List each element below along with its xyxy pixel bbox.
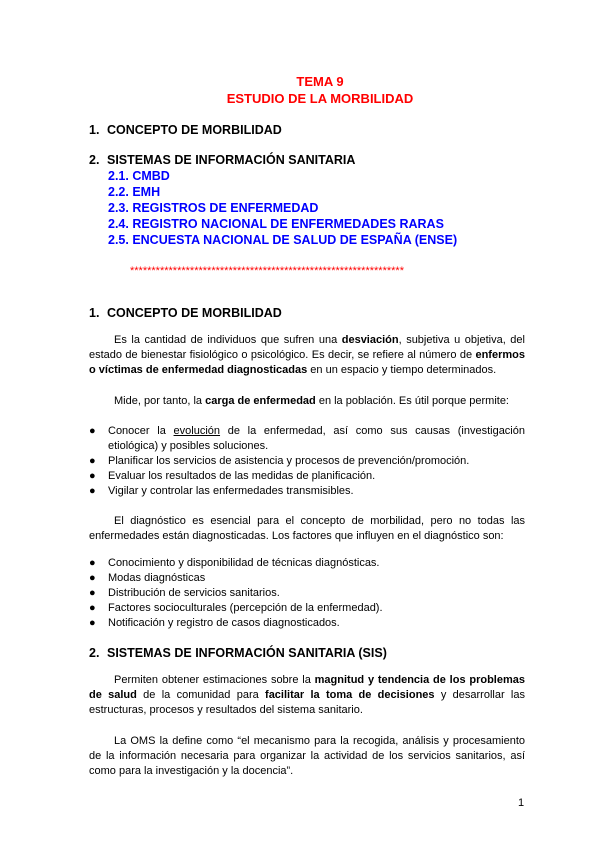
list-item bbox=[89, 586, 525, 601]
bullet-icon: ● bbox=[89, 485, 96, 497]
section-number: 1. bbox=[89, 306, 100, 320]
bullet-icon: ● bbox=[89, 617, 96, 629]
list-item-text: Vigilar y controlar las enfermedades transmisibles. bbox=[108, 485, 354, 497]
text-run: Conocer la bbox=[108, 425, 174, 437]
list-item-text: Notificación y registro de casos diagnosticados. bbox=[108, 617, 340, 629]
document-title-topic: TEMA 9 bbox=[296, 74, 344, 89]
section-title: SISTEMAS DE INFORMACIÓN SANITARIA (SIS) bbox=[107, 646, 387, 660]
toc-subitem-registros: 2.3. REGISTROS DE ENFERMEDAD bbox=[108, 201, 319, 215]
text-run: Permiten obtener estimaciones sobre la bbox=[114, 674, 315, 686]
toc-item-2 bbox=[89, 153, 355, 167]
toc-item-label: CONCEPTO DE MORBILIDAD bbox=[107, 123, 282, 137]
list-item bbox=[89, 484, 525, 499]
toc-subitem-ense: 2.5. ENCUESTA NACIONAL DE SALUD DE ESPAÑA (ENSE) bbox=[108, 233, 458, 247]
section-2-heading bbox=[89, 646, 387, 660]
text-run: Mide, por tanto, la bbox=[114, 395, 206, 407]
text-run: , subjetiva u objetiva, del estado de bienestar fisiológico o psicológico. Es decir, se refiere al número de bbox=[89, 334, 525, 361]
list-item bbox=[89, 469, 525, 484]
bullet-icon: ● bbox=[89, 425, 96, 437]
paragraph-carga bbox=[89, 394, 525, 409]
text-run: de la enfermedad, así como sus causas (investigación etiológica) y posibles soluciones. bbox=[108, 425, 525, 452]
toc-item-1 bbox=[89, 123, 282, 137]
list-item-text: Evaluar los resultados de las medidas de planificación. bbox=[108, 470, 376, 482]
toc-item-label: SISTEMAS DE INFORMACIÓN SANITARIA bbox=[107, 153, 356, 167]
list-item-text: Planificar los servicios de asistencia y procesos de prevención/promoción. bbox=[108, 455, 470, 467]
paragraph-sis bbox=[89, 673, 525, 718]
bullet-icon: ● bbox=[89, 572, 96, 584]
list-item bbox=[89, 571, 525, 586]
document-title-subject: ESTUDIO DE LA MORBILIDAD bbox=[226, 91, 414, 106]
list-item-text: Factores socioculturales (percepción de la enfermedad). bbox=[108, 602, 383, 614]
list-item bbox=[89, 556, 525, 571]
separator-asterisks: **************************************************************** bbox=[130, 265, 404, 277]
toc-subitem-raras: 2.4. REGISTRO NACIONAL DE ENFERMEDADES RARAS bbox=[108, 217, 444, 231]
underlined-term: evolución bbox=[173, 425, 221, 437]
bold-term: desviación bbox=[341, 334, 399, 346]
bold-term: enfermos o víctimas de enfermedad diagnosticadas bbox=[89, 349, 525, 376]
bullet-icon: ● bbox=[89, 557, 96, 569]
list-item bbox=[89, 454, 525, 469]
section-1-heading bbox=[89, 306, 282, 320]
list-item-text bbox=[108, 424, 525, 454]
bullet-icon: ● bbox=[89, 587, 96, 599]
toc-subitem-cmbd: 2.1. CMBD bbox=[108, 169, 170, 183]
page-number: 1 bbox=[518, 797, 525, 809]
paragraph-diagnostico: El diagnóstico es esencial para el concepto de morbilidad, pero no todas las enfermedades están diagnosticadas. Los factores que influyen en el diagnóstico son: bbox=[89, 515, 525, 542]
text-run: de la comunidad para bbox=[136, 689, 266, 701]
list-item bbox=[89, 616, 525, 631]
bold-term: carga de enfermedad bbox=[205, 395, 316, 407]
list-item bbox=[89, 601, 525, 616]
text-run: y desarrollar las estructuras, procesos y resultados del sistema sanitario. bbox=[89, 689, 525, 716]
section-number: 2. bbox=[89, 646, 100, 660]
paragraph-oms: La OMS la define como “el mecanismo para la recogida, análisis y procesamiento de la información necesaria para organizar la actividad de los servicios sanitarios, así como para la investigación y la docencia”. bbox=[89, 735, 525, 777]
text-run: en la población. Es útil porque permite: bbox=[315, 395, 509, 407]
bullet-icon: ● bbox=[89, 455, 96, 467]
list-item bbox=[89, 424, 525, 454]
paragraph-definition bbox=[89, 333, 525, 378]
toc-item-number: 2. bbox=[89, 153, 100, 167]
toc-subitem-emh: 2.2. EMH bbox=[108, 185, 161, 199]
section-title: CONCEPTO DE MORBILIDAD bbox=[107, 306, 282, 320]
list-item-text: Conocimiento y disponibilidad de técnicas diagnósticas. bbox=[108, 557, 380, 569]
bold-term: facilitar la toma de decisiones bbox=[265, 689, 435, 701]
bullet-icon: ● bbox=[89, 602, 96, 614]
bullet-icon: ● bbox=[89, 470, 96, 482]
list-item-text: Modas diagnósticas bbox=[108, 572, 206, 584]
list-item-text: Distribución de servicios sanitarios. bbox=[108, 587, 280, 599]
text-run: Es la cantidad de individuos que sufren una bbox=[114, 334, 342, 346]
text-run: en un espacio y tiempo determinados. bbox=[307, 364, 497, 376]
toc-item-number: 1. bbox=[89, 123, 100, 137]
bold-term: magnitud y tendencia de los problemas de salud bbox=[89, 674, 525, 701]
